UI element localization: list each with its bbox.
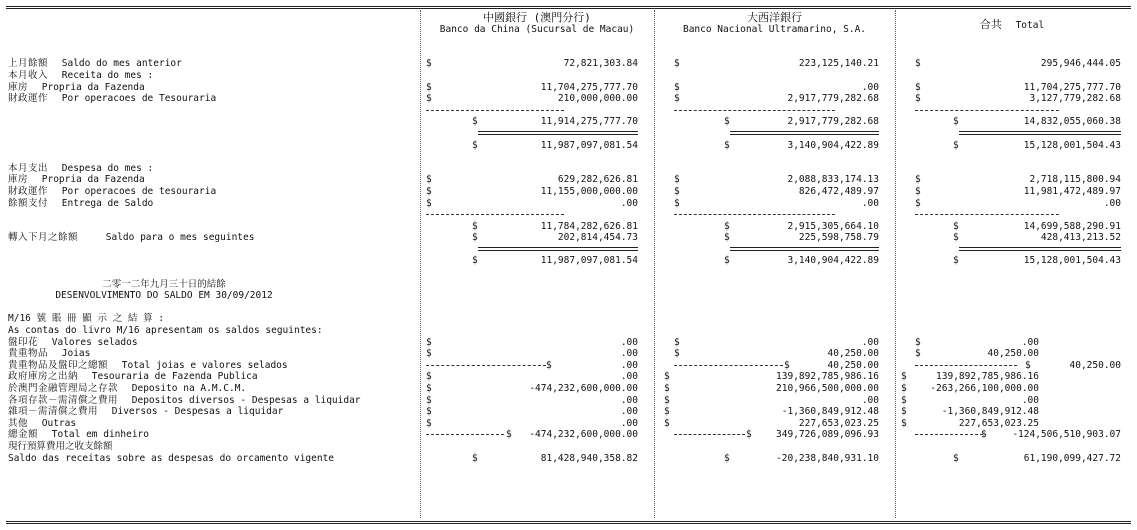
row-label-zh: 總金額 xyxy=(8,429,39,441)
final-total: $ 61,190,099,427.72 xyxy=(953,452,1121,464)
row-label-pt: Saldo do mes anterior xyxy=(61,58,182,70)
row-label xyxy=(8,348,420,360)
section3-subtitle-pt: As contas do livro M/16 apresentam os saldos seguintes: xyxy=(8,325,323,337)
row-label xyxy=(8,383,420,395)
separator-row xyxy=(8,105,1129,117)
row-value-boc: $ 72,821,303.84 xyxy=(426,58,638,70)
row-label-pt: Entrega de Saldo xyxy=(61,197,154,209)
row-label-pt: Receita do mes : xyxy=(61,69,154,81)
table-row xyxy=(8,360,1129,372)
row-label-zh: 庫房 xyxy=(8,174,29,186)
row-value-bnu: $ 2,088,833,174.13 xyxy=(674,174,879,186)
row-value-boc: $ .00 xyxy=(426,336,638,348)
row-label-zh: 本月收入 xyxy=(8,69,49,81)
row-value-bnu: $ 139,892,785,986.16 xyxy=(664,371,879,383)
final-label-pt: Saldo das receitas sobre as despesas do orcamento vigente xyxy=(8,452,335,464)
row-label-pt: Diversos - Despesas a liquidar xyxy=(111,406,284,418)
row-label-zh: 上月餘額 xyxy=(8,58,49,70)
table-row xyxy=(8,348,1129,360)
header-col-boc-zh: 中國銀行 (澳門分行) xyxy=(483,11,591,24)
row-value-total: $ 40,250.00 xyxy=(915,348,1039,360)
row-value-total: $ 227,653,023.25 xyxy=(901,417,1039,429)
header-col-boc-pt: Banco da China (Sucursal de Macau) xyxy=(439,23,635,35)
row-value-bnu: $ .00 xyxy=(664,394,879,406)
row-value-total: $ 3,127,779,282.68 xyxy=(915,93,1121,105)
row-value-bnu: $ 40,250.00 xyxy=(674,348,879,360)
total-row xyxy=(8,140,1129,152)
row-label xyxy=(8,406,420,418)
subtotal-row xyxy=(8,221,1129,233)
row-value-bnu: $ 40,250.00 xyxy=(654,360,895,372)
row-label xyxy=(8,58,420,70)
table-row xyxy=(8,174,1129,186)
row-value-bnu: $ 2,917,779,282.68 xyxy=(674,93,879,105)
row-value-total: $ 139,892,785,986.16 xyxy=(901,371,1039,383)
header-col-bnu-zh: 大西洋銀行 xyxy=(747,11,802,24)
row-value-total: $ 40,250.00 xyxy=(895,360,1129,372)
row-value-bnu: $ 210,966,500,000.00 xyxy=(664,383,879,394)
grand-total-bnu: $ 3,140,904,422.89 xyxy=(724,255,879,267)
row-value-boc: $ 11,704,275,777.70 xyxy=(426,81,638,93)
final-boc: $ 81,428,940,358.82 xyxy=(472,452,638,464)
row-value-bnu: $ .00 xyxy=(674,81,879,93)
row-label-pt: Joias xyxy=(61,348,91,360)
row-value-bnu: $ 227,653,023.25 xyxy=(664,417,879,429)
section3-heading-row xyxy=(8,313,1129,325)
row-value-total: $ -124,506,510,903.07 xyxy=(895,429,1129,441)
row-label-zh: 政府庫房之出納 xyxy=(8,371,79,383)
row-label xyxy=(8,93,420,105)
header-col-total-zh: 合共 xyxy=(979,18,1002,31)
row-value-bnu: $ 826,472,489.97 xyxy=(674,185,879,197)
row-value-bnu: $ -1,360,849,912.48 xyxy=(664,406,879,418)
top-rule-1 xyxy=(6,6,1131,7)
section3-heading-row-pt xyxy=(8,325,1129,337)
row-label-pt: Despesa do mes : xyxy=(61,162,154,174)
row-label-zh: 餘額支付 xyxy=(8,197,49,209)
subtotal-total: $ 14,699,588,290.91 xyxy=(953,220,1121,232)
row-value-boc: $ -474,232,600,000.00 xyxy=(426,383,638,394)
section3-subtitle-row xyxy=(8,290,1129,302)
row-value-total: $ .00 xyxy=(915,336,1039,348)
total-boc: $ 11,987,097,081.54 xyxy=(472,139,638,151)
row-label-zh: 雜項－需清償之費用 xyxy=(8,406,99,418)
row-label xyxy=(8,174,420,186)
top-rule-2 xyxy=(6,8,1131,9)
row-label-zh: 財政運作 xyxy=(8,93,49,105)
final-label-row xyxy=(8,441,1129,453)
section3-title-row xyxy=(8,279,1129,291)
row-label-pt: Propria da Fazenda xyxy=(41,81,145,93)
row-label-zh: 於澳門金融管理局之存款 xyxy=(8,383,119,394)
final-label-zh: 現行預算費用之收支餘額 xyxy=(8,440,113,452)
table-row xyxy=(8,337,1129,349)
row-value-boc: $ .00 xyxy=(426,406,638,418)
header-blank xyxy=(8,12,420,35)
section3-title-pt: DESENVOLVIMENTO DO SALDO EM 30/09/2012 xyxy=(55,290,273,302)
row-value-bnu: $ 223,125,140.21 xyxy=(674,58,879,70)
row-label xyxy=(8,82,420,94)
row-label-pt: Propria da Fazenda xyxy=(41,174,145,186)
row-label-zh: 庫房 xyxy=(8,81,29,93)
row-value-boc: $ .00 xyxy=(426,371,638,383)
table-row xyxy=(8,58,1129,70)
grand-total-row xyxy=(8,255,1129,267)
row-label-pt: Outras xyxy=(41,417,77,429)
subtotal-boc: $ 11,914,275,777.70 xyxy=(472,116,638,128)
header-col-total xyxy=(895,12,1129,35)
table-row xyxy=(8,186,1129,198)
table-row xyxy=(8,418,1129,430)
section3-subtitle-zh: M/16 號 賬 冊 顯 示 之 結 算 : xyxy=(8,313,165,325)
row-label xyxy=(8,360,420,372)
table-row xyxy=(8,406,1129,418)
bottom-rule-2 xyxy=(6,523,1131,524)
header-col-boc xyxy=(420,12,654,35)
ledger-table xyxy=(8,12,1129,464)
row-value-boc: $ .00 xyxy=(426,348,638,360)
row-label-zh: 其他 xyxy=(8,417,29,429)
row-label-zh: 貴重物品及盤印之總額 xyxy=(8,359,109,371)
row-label-pt: Tesouraria de Fazenda Publica xyxy=(91,371,258,383)
total-total: $ 15,128,001,504.43 xyxy=(953,139,1121,151)
table-row xyxy=(8,429,1129,441)
table-row xyxy=(8,70,1129,82)
carry-row xyxy=(8,232,1129,244)
section3-title-zh: 二零一二年九月三十日的結餘 xyxy=(102,278,226,290)
row-label-zh: 本月支出 xyxy=(8,162,49,174)
row-value-boc: $ 210,000,000.00 xyxy=(426,93,638,105)
table-row xyxy=(8,93,1129,105)
row-value-boc: $ .00 xyxy=(426,417,638,429)
table-row xyxy=(8,198,1129,210)
final-row xyxy=(8,453,1129,465)
separator-row xyxy=(8,209,1129,221)
row-label xyxy=(8,395,420,407)
table-row xyxy=(8,82,1129,94)
header-col-total-pt: Total xyxy=(1015,20,1045,31)
row-value-total: $ .00 xyxy=(915,197,1121,209)
row-label xyxy=(8,232,420,244)
carry-boc: $ 202,814,454.73 xyxy=(472,232,638,244)
row-value-total: $ -263,266,100,000.00 xyxy=(901,383,1039,394)
carry-bnu: $ 225,598,758.79 xyxy=(724,232,879,244)
row-label xyxy=(8,163,420,175)
row-label-pt: Deposito na A.M.C.M. xyxy=(131,383,247,394)
double-rule-row xyxy=(8,244,1129,256)
row-value-total: $ 11,981,472,489.97 xyxy=(915,185,1121,197)
grand-total-total: $ 15,128,001,504.43 xyxy=(953,255,1121,267)
final-bnu: $ -20,238,840,931.10 xyxy=(724,452,879,464)
table-header-row xyxy=(8,12,1129,35)
row-value-total: $ 2,718,115,800.94 xyxy=(915,174,1121,186)
row-value-boc: $ .00 xyxy=(420,360,654,372)
row-label-zh: 各項存款－需清償之費用 xyxy=(8,394,119,406)
row-value-boc: $ 629,282,626.81 xyxy=(426,174,638,186)
row-value-bnu: $ .00 xyxy=(674,336,879,348)
table-row xyxy=(8,395,1129,407)
row-value-total: $ 295,946,444.05 xyxy=(915,58,1121,70)
row-label xyxy=(8,198,420,210)
bottom-rule-1 xyxy=(6,521,1131,522)
row-label-pt: Por operacoes de tesouraria xyxy=(61,185,217,197)
table-row xyxy=(8,383,1129,395)
subtotal-bnu: $ 2,915,305,664.10 xyxy=(724,220,879,232)
row-value-total: $ 11,704,275,777.70 xyxy=(915,81,1121,93)
carry-total: $ 428,413,213.52 xyxy=(953,232,1121,244)
total-bnu: $ 3,140,904,422.89 xyxy=(724,139,879,151)
row-label-pt: Depositos diversos - Despesas a liquidar xyxy=(131,394,361,406)
table-row xyxy=(8,371,1129,383)
row-label-pt: Por operacoes de Tesouraria xyxy=(61,93,217,105)
row-label xyxy=(8,429,420,441)
row-value-bnu: $ 349,726,089,096.93 xyxy=(654,429,895,441)
row-label xyxy=(8,186,420,198)
section-heading-row xyxy=(8,163,1129,175)
double-rule-row xyxy=(8,128,1129,140)
row-value-total: $ .00 xyxy=(901,394,1039,406)
row-label-pt: Saldo para o mes seguintes xyxy=(105,232,255,244)
row-label-zh: 盤印花 xyxy=(8,336,39,348)
row-label xyxy=(8,337,420,349)
row-label-pt: Total em dinheiro xyxy=(51,429,149,441)
row-value-bnu: $ .00 xyxy=(674,197,879,209)
row-label-zh: 貴重物品 xyxy=(8,348,49,360)
row-value-total: $ -1,360,849,912.48 xyxy=(901,406,1039,418)
row-value-boc: $ .00 xyxy=(426,197,638,209)
row-label-zh: 財政運作 xyxy=(8,185,49,197)
subtotal-bnu: $ 2,917,779,282.68 xyxy=(724,116,879,128)
row-value-boc: $ 11,155,000,000.00 xyxy=(426,185,638,197)
row-label-pt: Total joias e valores selados xyxy=(121,359,288,371)
row-value-boc: $ .00 xyxy=(426,394,638,406)
row-value-boc: $ -474,232,600,000.00 xyxy=(420,429,654,441)
subtotal-row xyxy=(8,116,1129,128)
row-label xyxy=(8,418,420,430)
header-col-bnu-pt: Banco Nacional Ultramarino, S.A. xyxy=(682,23,867,35)
row-label-zh: 轉入下月之餘額 xyxy=(8,232,79,244)
subtotal-boc: $ 11,784,282,626.81 xyxy=(472,220,638,232)
header-col-bnu xyxy=(654,12,895,35)
row-label-pt: Valores selados xyxy=(51,336,138,348)
row-label xyxy=(8,70,420,82)
grand-total-boc: $ 11,987,097,081.54 xyxy=(472,255,638,267)
subtotal-total: $ 14,832,055,060.38 xyxy=(953,116,1121,128)
row-label xyxy=(8,371,420,383)
